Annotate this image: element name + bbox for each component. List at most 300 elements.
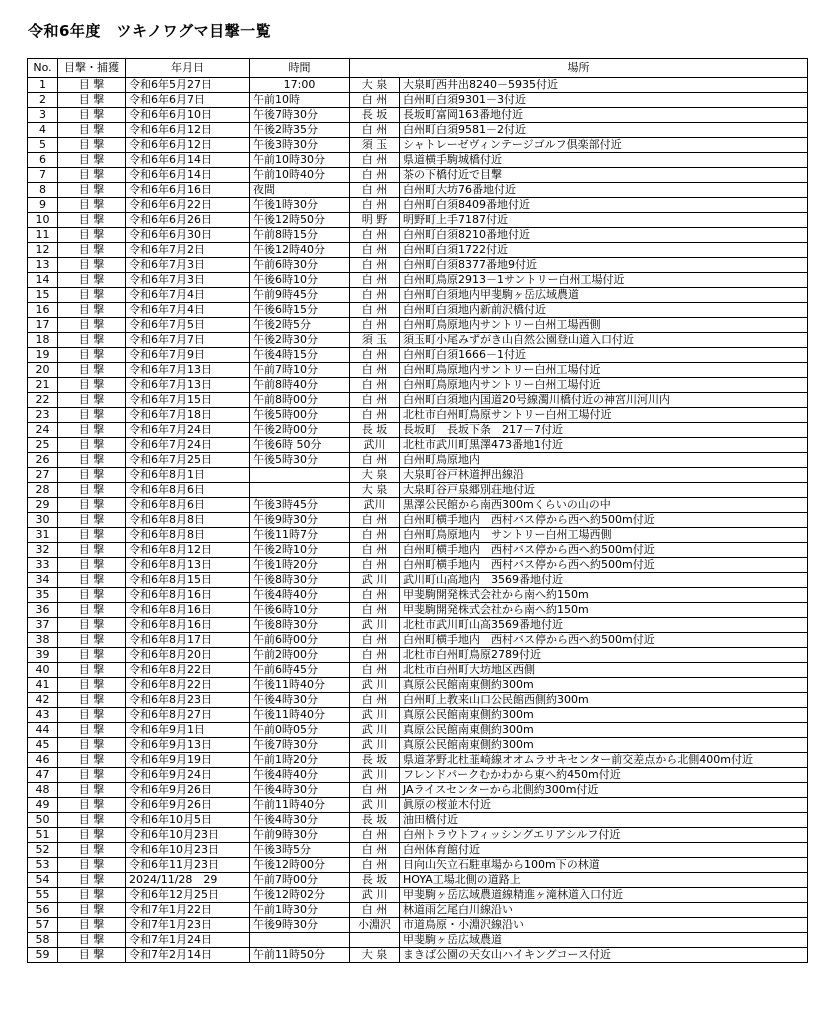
cell-type: 目 撃 xyxy=(58,258,126,273)
cell-time: 午後4時30分 xyxy=(250,783,350,798)
cell-date: 令和6年6月10日 xyxy=(126,108,250,123)
cell-type: 目 撃 xyxy=(58,543,126,558)
cell-place: 真原公民館南東側約300m xyxy=(400,738,808,753)
cell-no: 59 xyxy=(28,948,58,963)
cell-time: 午後7時30分 xyxy=(250,108,350,123)
cell-type: 目 撃 xyxy=(58,288,126,303)
cell-no: 22 xyxy=(28,393,58,408)
cell-date: 令和6年8月17日 xyxy=(126,633,250,648)
cell-type: 目 撃 xyxy=(58,78,126,93)
table-row xyxy=(28,558,808,573)
table-row xyxy=(28,603,808,618)
cell-area: 白 州 xyxy=(350,843,400,858)
page-title: 令和6年度 ツキノワグマ目撃一覧 xyxy=(28,22,272,40)
cell-place: 白州町大坊76番地付近 xyxy=(400,183,808,198)
cell-type: 目 撃 xyxy=(58,243,126,258)
cell-date: 令和6年8月13日 xyxy=(126,558,250,573)
cell-date: 令和6年9月26日 xyxy=(126,783,250,798)
cell-no: 7 xyxy=(28,168,58,183)
cell-date: 令和6年6月22日 xyxy=(126,198,250,213)
cell-type: 目 撃 xyxy=(58,753,126,768)
cell-area: 白 州 xyxy=(350,783,400,798)
cell-place: 大泉町谷戸林道押出線沿 xyxy=(400,468,808,483)
cell-area: 武 川 xyxy=(350,678,400,693)
cell-no: 36 xyxy=(28,603,58,618)
cell-date: 令和6年8月20日 xyxy=(126,648,250,663)
cell-type: 目 撃 xyxy=(58,228,126,243)
cell-place: 白州町白須9581－2付近 xyxy=(400,123,808,138)
table-row xyxy=(28,573,808,588)
cell-date: 令和6年7月24日 xyxy=(126,423,250,438)
cell-area: 武 川 xyxy=(350,738,400,753)
cell-area: 白 州 xyxy=(350,603,400,618)
cell-time: 夜間 xyxy=(250,183,350,198)
header-row xyxy=(28,59,808,78)
cell-time: 午後6時 50分 xyxy=(250,438,350,453)
cell-place: 白州町白須9301－3付近 xyxy=(400,93,808,108)
table-row xyxy=(28,318,808,333)
cell-place: フレンドパークむかわから東へ約450m付近 xyxy=(400,768,808,783)
table-row xyxy=(28,903,808,918)
cell-type: 目 撃 xyxy=(58,483,126,498)
cell-time: 午後11時40分 xyxy=(250,708,350,723)
cell-type: 目 撃 xyxy=(58,903,126,918)
table-row xyxy=(28,693,808,708)
cell-time: 午後2時00分 xyxy=(250,423,350,438)
table-row xyxy=(28,708,808,723)
cell-area: 白 州 xyxy=(350,858,400,873)
cell-time: 午後8時30分 xyxy=(250,573,350,588)
table-row xyxy=(28,483,808,498)
cell-area: 白 州 xyxy=(350,228,400,243)
cell-time: 午後3時30分 xyxy=(250,138,350,153)
cell-date: 令和6年8月22日 xyxy=(126,663,250,678)
table-row xyxy=(28,348,808,363)
cell-time: 午後2時30分 xyxy=(250,333,350,348)
cell-place: 茶の下橋付近で目撃 xyxy=(400,168,808,183)
cell-area: 大 泉 xyxy=(350,78,400,93)
cell-place: 甲斐駒開発株式会社から南へ約150m xyxy=(400,603,808,618)
cell-type: 目 撃 xyxy=(58,873,126,888)
cell-type: 目 撃 xyxy=(58,708,126,723)
cell-no: 53 xyxy=(28,858,58,873)
cell-no: 25 xyxy=(28,438,58,453)
cell-area: 白 州 xyxy=(350,243,400,258)
cell-place: 白州町鳥原地内サントリー白州工場西側 xyxy=(400,318,808,333)
cell-date: 令和6年6月14日 xyxy=(126,168,250,183)
cell-no: 35 xyxy=(28,588,58,603)
cell-place: 眞原の桜並木付近 xyxy=(400,798,808,813)
cell-type: 目 撃 xyxy=(58,738,126,753)
cell-time: 午後9時30分 xyxy=(250,918,350,933)
cell-area: 白 州 xyxy=(350,408,400,423)
table-row xyxy=(28,843,808,858)
cell-area: 大 泉 xyxy=(350,468,400,483)
cell-date: 令和7年2月14日 xyxy=(126,948,250,963)
cell-area: 白 州 xyxy=(350,168,400,183)
cell-no: 39 xyxy=(28,648,58,663)
cell-place: 白州町鳥原地内サントリー白州工場付近 xyxy=(400,378,808,393)
cell-area: 武 川 xyxy=(350,888,400,903)
cell-no: 2 xyxy=(28,93,58,108)
header-date: 年月日 xyxy=(126,59,250,78)
table-row xyxy=(28,153,808,168)
cell-no: 41 xyxy=(28,678,58,693)
cell-place: 白州町鳥原地内 xyxy=(400,453,808,468)
cell-date: 令和6年6月26日 xyxy=(126,213,250,228)
cell-place: 林道雨乞尾白川線沿い xyxy=(400,903,808,918)
cell-time xyxy=(250,483,350,498)
table-row xyxy=(28,453,808,468)
cell-time: 午後7時30分 xyxy=(250,738,350,753)
cell-no: 20 xyxy=(28,363,58,378)
cell-type: 目 撃 xyxy=(58,333,126,348)
cell-no: 45 xyxy=(28,738,58,753)
cell-no: 46 xyxy=(28,753,58,768)
cell-area: 白 州 xyxy=(350,903,400,918)
cell-area: 白 州 xyxy=(350,528,400,543)
cell-no: 28 xyxy=(28,483,58,498)
cell-place: 黒澤公民館から南西300mくらいの山の中 xyxy=(400,498,808,513)
cell-place: 北杜市白州町鳥原サントリー白州工場付近 xyxy=(400,408,808,423)
table-row xyxy=(28,93,808,108)
cell-no: 27 xyxy=(28,468,58,483)
cell-date: 令和6年12月25日 xyxy=(126,888,250,903)
cell-date: 令和6年7月7日 xyxy=(126,333,250,348)
cell-no: 58 xyxy=(28,933,58,948)
cell-type: 目 撃 xyxy=(58,183,126,198)
cell-date: 令和6年8月15日 xyxy=(126,573,250,588)
cell-no: 18 xyxy=(28,333,58,348)
cell-no: 33 xyxy=(28,558,58,573)
cell-type: 目 撃 xyxy=(58,513,126,528)
cell-place: 白州トラウトフィッシングエリアシルフ付近 xyxy=(400,828,808,843)
table-row xyxy=(28,423,808,438)
cell-no: 38 xyxy=(28,633,58,648)
cell-place: 白州町白須地内甲斐駒ヶ岳広域農道 xyxy=(400,288,808,303)
cell-type: 目 撃 xyxy=(58,153,126,168)
cell-time: 午後12時40分 xyxy=(250,243,350,258)
cell-date: 令和6年8月16日 xyxy=(126,603,250,618)
table-row xyxy=(28,108,808,123)
cell-type: 目 撃 xyxy=(58,603,126,618)
table-row xyxy=(28,678,808,693)
cell-area: 大 泉 xyxy=(350,948,400,963)
table-row xyxy=(28,888,808,903)
cell-no: 26 xyxy=(28,453,58,468)
cell-area: 白 州 xyxy=(350,558,400,573)
table-row xyxy=(28,393,808,408)
cell-time: 午後9時30分 xyxy=(250,513,350,528)
cell-no: 23 xyxy=(28,408,58,423)
cell-area: 武川 xyxy=(350,438,400,453)
table-row xyxy=(28,738,808,753)
table-row xyxy=(28,783,808,798)
cell-time: 午前10時 xyxy=(250,93,350,108)
cell-place: 長坂町 長坂下条 217－7付近 xyxy=(400,423,808,438)
cell-date: 令和6年7月3日 xyxy=(126,258,250,273)
cell-place: 白州町白須1666－1付近 xyxy=(400,348,808,363)
table-row xyxy=(28,828,808,843)
cell-type: 目 撃 xyxy=(58,468,126,483)
cell-place: 白州町横手地内 西村バス停から西へ約500m付近 xyxy=(400,633,808,648)
cell-time: 午前0時05分 xyxy=(250,723,350,738)
cell-place: まきば公園の天女山ハイキングコース付近 xyxy=(400,948,808,963)
cell-area: 明 野 xyxy=(350,213,400,228)
cell-no: 14 xyxy=(28,273,58,288)
cell-place: 白州町鳥原地内サントリー白州工場付近 xyxy=(400,363,808,378)
table-row xyxy=(28,513,808,528)
cell-time: 午前6時45分 xyxy=(250,663,350,678)
cell-time: 午前10時30分 xyxy=(250,153,350,168)
cell-time: 午前6時30分 xyxy=(250,258,350,273)
table-row xyxy=(28,138,808,153)
cell-time xyxy=(250,933,350,948)
cell-place: 白州町横手地内 西村バス停から西へ約500m付近 xyxy=(400,558,808,573)
cell-type: 目 撃 xyxy=(58,423,126,438)
cell-time: 17:00 xyxy=(250,78,350,93)
cell-time: 午前10時40分 xyxy=(250,168,350,183)
table-row xyxy=(28,858,808,873)
cell-time: 午後1時20分 xyxy=(250,558,350,573)
cell-time: 午後5時30分 xyxy=(250,453,350,468)
cell-no: 34 xyxy=(28,573,58,588)
cell-place: 油田橋付近 xyxy=(400,813,808,828)
cell-place: 甲斐駒開発株式会社から南へ約150m xyxy=(400,588,808,603)
cell-time: 午後6時10分 xyxy=(250,273,350,288)
cell-no: 48 xyxy=(28,783,58,798)
cell-no: 19 xyxy=(28,348,58,363)
cell-place: 大泉町谷戸泉郷別荘地付近 xyxy=(400,483,808,498)
cell-area: 武 川 xyxy=(350,708,400,723)
cell-area: 白 州 xyxy=(350,378,400,393)
cell-area: 白 州 xyxy=(350,393,400,408)
cell-time: 午前7時00分 xyxy=(250,873,350,888)
table-row xyxy=(28,648,808,663)
cell-area: 長 坂 xyxy=(350,753,400,768)
table-row xyxy=(28,663,808,678)
cell-area: 白 州 xyxy=(350,93,400,108)
cell-date: 令和6年5月27日 xyxy=(126,78,250,93)
table-row xyxy=(28,498,808,513)
cell-no: 21 xyxy=(28,378,58,393)
cell-time: 午前8時00分 xyxy=(250,393,350,408)
cell-type: 目 撃 xyxy=(58,783,126,798)
cell-no: 55 xyxy=(28,888,58,903)
cell-type: 目 撃 xyxy=(58,933,126,948)
table-row xyxy=(28,918,808,933)
cell-place: 白州町横手地内 西村バス停から西へ約500m付近 xyxy=(400,513,808,528)
table-row xyxy=(28,213,808,228)
cell-place: 白州町白須地内国道20号線濁川橋付近の神宮川河川内 xyxy=(400,393,808,408)
cell-no: 54 xyxy=(28,873,58,888)
cell-time: 午前2時00分 xyxy=(250,648,350,663)
cell-type: 目 撃 xyxy=(58,363,126,378)
table-row xyxy=(28,288,808,303)
table-row xyxy=(28,813,808,828)
cell-no: 9 xyxy=(28,198,58,213)
table-row xyxy=(28,468,808,483)
cell-no: 16 xyxy=(28,303,58,318)
cell-place: 白州町鳥原地内 サントリー白州工場西側 xyxy=(400,528,808,543)
cell-date: 令和6年6月12日 xyxy=(126,138,250,153)
cell-area: 白 州 xyxy=(350,183,400,198)
table-row xyxy=(28,198,808,213)
cell-time: 午後12時02分 xyxy=(250,888,350,903)
cell-type: 目 撃 xyxy=(58,528,126,543)
cell-date: 令和7年1月24日 xyxy=(126,933,250,948)
cell-area: 武川 xyxy=(350,498,400,513)
table-row xyxy=(28,228,808,243)
cell-date: 令和6年7月15日 xyxy=(126,393,250,408)
cell-time: 午前9時45分 xyxy=(250,288,350,303)
cell-date: 令和6年6月12日 xyxy=(126,123,250,138)
cell-place: 北杜市武川町山高3569番地付近 xyxy=(400,618,808,633)
cell-date: 令和6年6月7日 xyxy=(126,93,250,108)
cell-place: 真原公民館南東側約300m xyxy=(400,708,808,723)
cell-area: 武 川 xyxy=(350,798,400,813)
table-row xyxy=(28,543,808,558)
cell-time: 午後4時40分 xyxy=(250,588,350,603)
table-row xyxy=(28,633,808,648)
cell-date: 令和7年1月23日 xyxy=(126,918,250,933)
cell-place: 甲斐駒ヶ岳広域農道 xyxy=(400,933,808,948)
cell-no: 11 xyxy=(28,228,58,243)
cell-place: HOYA工場北側の道路上 xyxy=(400,873,808,888)
cell-no: 12 xyxy=(28,243,58,258)
cell-time: 午後2時10分 xyxy=(250,543,350,558)
cell-date: 令和6年11月23日 xyxy=(126,858,250,873)
cell-place: 北杜市武川町黒澤473番地1付近 xyxy=(400,438,808,453)
cell-time xyxy=(250,468,350,483)
cell-no: 42 xyxy=(28,693,58,708)
cell-area: 白 州 xyxy=(350,543,400,558)
cell-area: 白 州 xyxy=(350,273,400,288)
cell-date: 令和6年7月18日 xyxy=(126,408,250,423)
cell-area: 長 坂 xyxy=(350,108,400,123)
cell-type: 目 撃 xyxy=(58,843,126,858)
table-row xyxy=(28,798,808,813)
cell-no: 44 xyxy=(28,723,58,738)
table-row xyxy=(28,528,808,543)
cell-area: 白 州 xyxy=(350,363,400,378)
cell-area: 白 州 xyxy=(350,828,400,843)
cell-area: 長 坂 xyxy=(350,813,400,828)
header-time: 時間 xyxy=(250,59,350,78)
cell-no: 29 xyxy=(28,498,58,513)
cell-no: 1 xyxy=(28,78,58,93)
cell-place: 大泉町西井出8240－5935付近 xyxy=(400,78,808,93)
cell-area: 武 川 xyxy=(350,768,400,783)
cell-time: 午後4時15分 xyxy=(250,348,350,363)
cell-date: 令和6年8月6日 xyxy=(126,498,250,513)
cell-time: 午前9時30分 xyxy=(250,828,350,843)
cell-type: 目 撃 xyxy=(58,438,126,453)
table-row xyxy=(28,303,808,318)
cell-time: 午後6時10分 xyxy=(250,603,350,618)
cell-date: 令和6年7月25日 xyxy=(126,453,250,468)
table-row xyxy=(28,378,808,393)
cell-area: 大 泉 xyxy=(350,483,400,498)
cell-place: 白州体育館付近 xyxy=(400,843,808,858)
cell-type: 目 撃 xyxy=(58,498,126,513)
cell-place: 須玉町小尾みずがき山自然公園登山道入口付近 xyxy=(400,333,808,348)
cell-time: 午前11時40分 xyxy=(250,798,350,813)
cell-no: 15 xyxy=(28,288,58,303)
cell-no: 24 xyxy=(28,423,58,438)
cell-area: 白 州 xyxy=(350,258,400,273)
cell-date: 令和6年9月24日 xyxy=(126,768,250,783)
cell-place: 県道茅野北杜韮崎線オオムラサキセンター前交差点から北側400m付近 xyxy=(400,753,808,768)
cell-time: 午前8時40分 xyxy=(250,378,350,393)
cell-time: 午後12時00分 xyxy=(250,858,350,873)
cell-type: 目 撃 xyxy=(58,348,126,363)
cell-place: 甲斐駒ヶ岳広域農道線精進ヶ滝林道入口付近 xyxy=(400,888,808,903)
cell-time: 午後2時35分 xyxy=(250,123,350,138)
cell-type: 目 撃 xyxy=(58,378,126,393)
cell-no: 3 xyxy=(28,108,58,123)
cell-type: 目 撃 xyxy=(58,693,126,708)
cell-date: 令和6年7月9日 xyxy=(126,348,250,363)
cell-type: 目 撃 xyxy=(58,108,126,123)
cell-place: JAライスセンターから北側約300m付近 xyxy=(400,783,808,798)
cell-time: 午後1時30分 xyxy=(250,198,350,213)
table-row xyxy=(28,753,808,768)
cell-date: 令和6年7月13日 xyxy=(126,378,250,393)
cell-date: 令和6年7月4日 xyxy=(126,288,250,303)
cell-place: シャトレーゼヴィンテージゴルフ倶楽部付近 xyxy=(400,138,808,153)
cell-place: 白州町白須8210番地付近 xyxy=(400,228,808,243)
cell-date: 令和6年8月27日 xyxy=(126,708,250,723)
cell-time: 午前8時15分 xyxy=(250,228,350,243)
cell-no: 40 xyxy=(28,663,58,678)
cell-place: 白州町上教来山口公民館西側約300m xyxy=(400,693,808,708)
cell-area: 長 坂 xyxy=(350,873,400,888)
cell-type: 目 撃 xyxy=(58,408,126,423)
cell-place: 白州町白須8409番地付近 xyxy=(400,198,808,213)
cell-area: 長 坂 xyxy=(350,423,400,438)
cell-date: 令和6年10月23日 xyxy=(126,843,250,858)
cell-date: 令和6年7月13日 xyxy=(126,363,250,378)
cell-date: 令和6年8月1日 xyxy=(126,468,250,483)
header-place: 場所 xyxy=(350,59,808,78)
cell-type: 目 撃 xyxy=(58,858,126,873)
cell-place: 真原公民館南東側約300m xyxy=(400,678,808,693)
cell-date: 令和6年9月13日 xyxy=(126,738,250,753)
header-type: 目撃・捕獲 xyxy=(58,59,126,78)
cell-no: 47 xyxy=(28,768,58,783)
table-row xyxy=(28,618,808,633)
cell-place: 白州町白須8377番地9付近 xyxy=(400,258,808,273)
cell-type: 目 撃 xyxy=(58,678,126,693)
cell-place: 県道横手駒城橋付近 xyxy=(400,153,808,168)
cell-area: 白 州 xyxy=(350,648,400,663)
cell-date: 令和6年6月16日 xyxy=(126,183,250,198)
table-row xyxy=(28,168,808,183)
cell-date: 令和6年7月4日 xyxy=(126,303,250,318)
cell-area: 白 州 xyxy=(350,663,400,678)
cell-no: 17 xyxy=(28,318,58,333)
cell-time: 午後4時30分 xyxy=(250,693,350,708)
cell-date: 令和6年8月16日 xyxy=(126,588,250,603)
cell-area: 白 州 xyxy=(350,303,400,318)
cell-date: 令和6年8月22日 xyxy=(126,678,250,693)
cell-place: 真原公民館南東側約300m xyxy=(400,723,808,738)
cell-time: 午後11時40分 xyxy=(250,678,350,693)
cell-place: 北杜市白州町大坊地区西側 xyxy=(400,663,808,678)
cell-no: 8 xyxy=(28,183,58,198)
cell-type: 目 撃 xyxy=(58,123,126,138)
